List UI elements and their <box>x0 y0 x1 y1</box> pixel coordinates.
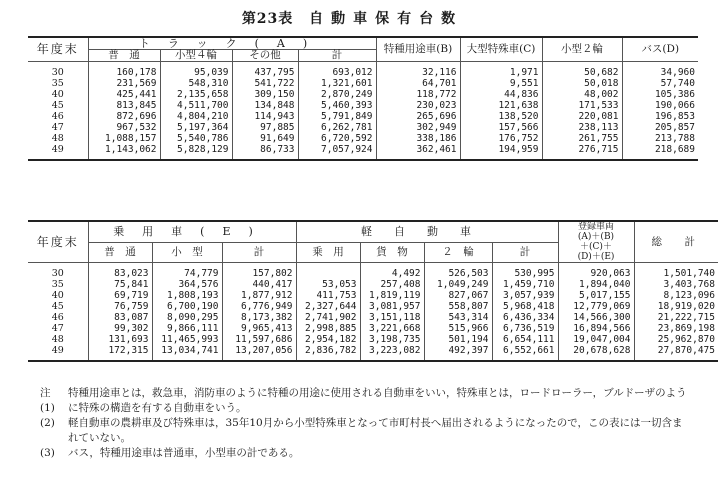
value-cell: 231,569 <box>88 78 160 89</box>
value-cell: 3,403,768 <box>663 279 715 290</box>
value-cell: 3,221,668 <box>360 323 424 334</box>
value-cell: 48,002 <box>542 89 622 100</box>
notes <box>40 386 690 461</box>
year-cell: 30 <box>28 263 88 280</box>
value-cell: 5,197,364 <box>160 122 232 133</box>
registered-header-line4: (D)＋(E) <box>577 252 615 262</box>
table-row <box>28 323 718 334</box>
value-cell: 5,828,129 <box>160 144 232 160</box>
value-cell: 176,752 <box>460 133 542 144</box>
value-cell: 11,465,993 <box>152 334 222 345</box>
value-cell: 114,943 <box>232 111 298 122</box>
value-cell: 5,540,786 <box>160 133 232 144</box>
value-cell: 1,808,193 <box>152 290 222 301</box>
car-total-header: 計 <box>222 242 296 262</box>
value-cell: 91,649 <box>232 133 298 144</box>
truck-other-header: その他 <box>232 50 298 62</box>
value-cell: 157,566 <box>460 122 542 133</box>
value-cell: 526,503 <box>424 263 492 280</box>
value-cell: 19,047,004 <box>558 334 634 345</box>
year-cell: 47 <box>28 323 88 334</box>
value-cell: 2,741,902 <box>296 312 360 323</box>
year-cell: 48 <box>28 334 88 345</box>
value-cell: 411,753 <box>296 290 360 301</box>
year-cell: 47 <box>28 122 88 133</box>
value-cell: 6,654,111 <box>492 334 558 345</box>
value-cell: 548,310 <box>160 78 232 89</box>
value-cell: 1,459,710 <box>492 279 558 290</box>
value-cell: 131,693 <box>88 334 152 345</box>
value-cell: 50,018 <box>542 78 622 89</box>
table-row <box>28 111 698 122</box>
value-cell: 8,173,382 <box>222 312 296 323</box>
value-cell: 205,857 <box>654 122 695 133</box>
value-cell: 265,696 <box>376 111 460 122</box>
table-row <box>28 345 718 361</box>
year-cell: 45 <box>28 301 88 312</box>
year-cell: 45 <box>28 100 88 111</box>
table-row <box>28 133 698 144</box>
value-cell: 4,804,210 <box>160 111 232 122</box>
value-cell: 13,034,741 <box>152 345 222 361</box>
table-row <box>28 144 698 160</box>
value-cell: 501,194 <box>424 334 492 345</box>
value-cell: 6,736,519 <box>492 323 558 334</box>
value-cell: 83,023 <box>88 263 152 280</box>
value-cell: 9,965,413 <box>222 323 296 334</box>
value-cell: 160,178 <box>88 62 160 79</box>
value-cell: 194,959 <box>460 144 542 160</box>
value-cell: 69,719 <box>88 290 152 301</box>
note-2-text: 軽自動車の農耕車及び特殊車は，35年10月から小型特殊車となって市町村長へ届出されるようになったので，この表には一切含まれていない。 <box>68 417 683 444</box>
value-cell: 13,207,056 <box>222 345 296 361</box>
car-regular-header: 普 通 <box>88 242 152 262</box>
value-cell: 1,819,119 <box>360 290 424 301</box>
value-cell: 6,262,781 <box>298 122 376 133</box>
year-header-2: 年度末 <box>28 221 88 263</box>
value-cell: 20,678,628 <box>558 345 634 361</box>
value-cell: 32,116 <box>376 62 460 79</box>
value-cell: 172,315 <box>88 345 152 361</box>
value-cell: 1,894,040 <box>558 279 634 290</box>
value-cell: 213,788 <box>654 133 695 144</box>
value-cell: 872,696 <box>88 111 160 122</box>
value-cell: 558,807 <box>424 301 492 312</box>
kei-cargo-header: 貨 物 <box>360 242 424 262</box>
value-cell: 1,049,249 <box>424 279 492 290</box>
value-cell: 21,222,715 <box>657 312 715 323</box>
table-row <box>28 122 698 133</box>
value-cell: 238,113 <box>542 122 622 133</box>
value-cell: 362,461 <box>376 144 460 160</box>
value-cell: 121,638 <box>460 100 542 111</box>
value-cell: 6,552,661 <box>492 345 558 361</box>
value-cell: 6,436,334 <box>492 312 558 323</box>
note-1-text: 特種用途車とは，救急車，消防車のように特種の用途に使用される自動車をいい，特殊車とは，ロードローラー，ブルドーザのように特殊の構造を有する自動車をいう。 <box>68 387 687 414</box>
note-3 <box>40 446 690 461</box>
table-row <box>28 78 698 89</box>
table1-body <box>28 62 698 161</box>
value-cell: 6,700,190 <box>152 301 222 312</box>
truck-total-header: 計 <box>298 50 376 62</box>
value-cell: 9,551 <box>460 78 542 89</box>
note-1-mark: 注 (1) <box>40 387 55 414</box>
value-cell: 171,533 <box>542 100 622 111</box>
value-cell: 97,885 <box>232 122 298 133</box>
value-cell: 23,869,198 <box>657 323 715 334</box>
value-cell: 57,740 <box>660 78 695 89</box>
value-cell: 134,848 <box>232 100 298 111</box>
table-row <box>28 263 718 280</box>
vehicle-table-1 <box>28 36 698 161</box>
year-cell: 35 <box>28 78 88 89</box>
value-cell: 105,386 <box>654 89 695 100</box>
kei-passenger-header: 乗 用 <box>296 242 360 262</box>
value-cell: 425,441 <box>88 89 160 100</box>
value-cell: 2,870,249 <box>298 89 376 100</box>
value-cell: 338,186 <box>376 133 460 144</box>
registered-header <box>558 221 634 263</box>
value-cell: 34,960 <box>660 67 695 78</box>
value-cell: 1,501,740 <box>663 268 715 279</box>
large-special-header: 大型特殊車(C) <box>460 37 542 62</box>
value-cell: 86,733 <box>232 144 298 160</box>
value-cell: 83,087 <box>88 312 152 323</box>
truck-group-header: トラック(A) <box>88 37 376 50</box>
kei-group-header: 軽自動車 <box>296 221 558 242</box>
value-cell: 25,962,870 <box>657 334 715 345</box>
value-cell: 2,836,782 <box>296 345 360 361</box>
small-2wheel-header: 小型２輪 <box>542 37 622 62</box>
value-cell: 95,039 <box>160 62 232 79</box>
value-cell: 4,511,700 <box>160 100 232 111</box>
value-cell: 543,314 <box>424 312 492 323</box>
value-cell: 309,150 <box>232 89 298 100</box>
value-cell: 827,067 <box>424 290 492 301</box>
table-row <box>28 279 718 290</box>
value-cell: 364,576 <box>152 279 222 290</box>
bus-header: バス(D) <box>622 37 698 62</box>
grand-total-header: 総 計 <box>634 221 718 263</box>
value-cell: 9,866,111 <box>152 323 222 334</box>
value-cell: 3,198,735 <box>360 334 424 345</box>
value-cell: 157,802 <box>222 263 296 280</box>
year-cell: 46 <box>28 111 88 122</box>
value-cell: 118,772 <box>376 89 460 100</box>
value-cell: 1,321,601 <box>298 78 376 89</box>
value-cell: 440,417 <box>222 279 296 290</box>
year-cell: 40 <box>28 290 88 301</box>
value-cell: 1,143,062 <box>88 144 160 160</box>
note-1 <box>40 386 690 416</box>
truck-small4-header: 小型４輪 <box>160 50 232 62</box>
value-cell: 50,682 <box>542 62 622 79</box>
value-cell: 218,689 <box>654 144 695 155</box>
value-cell: 12,779,069 <box>558 301 634 312</box>
value-cell: 261,755 <box>542 133 622 144</box>
value-cell: 541,722 <box>232 78 298 89</box>
kei-total-header: 計 <box>492 242 558 262</box>
value-cell: 99,302 <box>88 323 152 334</box>
value-cell: 3,223,082 <box>360 345 424 361</box>
value-cell: 492,397 <box>424 345 492 361</box>
note-3-mark: (3) <box>40 447 55 459</box>
value-cell: 3,057,939 <box>492 290 558 301</box>
value-cell: 2,998,885 <box>296 323 360 334</box>
registered-header-line3: ＋(C)＋ <box>580 242 612 252</box>
value-cell: 257,408 <box>360 279 424 290</box>
value-cell: 74,779 <box>152 263 222 280</box>
note-2-mark: (2) <box>40 417 55 429</box>
table2-body <box>28 263 718 362</box>
value-cell: 1,088,157 <box>88 133 160 144</box>
table-number: 第23表 <box>241 11 294 27</box>
value-cell: 230,023 <box>376 100 460 111</box>
year-cell: 49 <box>28 144 88 160</box>
value-cell: 44,836 <box>460 89 542 100</box>
table-row <box>28 89 698 100</box>
value-cell: 138,520 <box>460 111 542 122</box>
table2-header-row-1 <box>28 221 718 242</box>
year-cell: 48 <box>28 133 88 144</box>
year-cell: 35 <box>28 279 88 290</box>
value-cell: 967,532 <box>88 122 160 133</box>
value-cell: 7,057,924 <box>298 144 376 160</box>
value-cell: 75,841 <box>88 279 152 290</box>
value-cell: 5,460,393 <box>298 100 376 111</box>
value-cell: 437,795 <box>232 62 298 79</box>
table1-header-row-1 <box>28 37 698 50</box>
special-use-header: 特種用途車(B) <box>376 37 460 62</box>
table-row <box>28 62 698 79</box>
value-cell: 276,715 <box>542 144 622 160</box>
year-cell: 40 <box>28 89 88 100</box>
value-cell: 18,919,020 <box>657 301 715 312</box>
value-cell: 530,995 <box>492 263 558 280</box>
value-cell: 1,971 <box>460 62 542 79</box>
passenger-group-header: 乗用車(E) <box>88 221 296 242</box>
year-header: 年度末 <box>28 37 88 62</box>
page-title <box>0 8 705 28</box>
value-cell: 220,081 <box>542 111 622 122</box>
value-cell: 1,877,912 <box>222 290 296 301</box>
table-row <box>28 290 718 301</box>
value-cell: 27,870,475 <box>657 345 715 356</box>
value-cell: 5,017,155 <box>558 290 634 301</box>
value-cell: 2,135,658 <box>160 89 232 100</box>
value-cell: 190,066 <box>654 100 695 111</box>
kei-2wheel-header: ２ 輪 <box>424 242 492 262</box>
table-row <box>28 301 718 312</box>
value-cell: 5,791,849 <box>298 111 376 122</box>
value-cell: 53,053 <box>296 279 360 290</box>
table-title: 自動車保有台数 <box>309 11 464 27</box>
truck-regular-header: 普 通 <box>88 50 160 62</box>
value-cell: 813,845 <box>88 100 160 111</box>
table-row <box>28 100 698 111</box>
value-cell: 76,759 <box>88 301 152 312</box>
value-cell: 302,949 <box>376 122 460 133</box>
registered-header-line1: 登録車両 <box>577 222 614 232</box>
value-cell: 6,720,592 <box>298 133 376 144</box>
value-cell: 5,968,418 <box>492 301 558 312</box>
value-cell: 3,081,957 <box>360 301 424 312</box>
value-cell: 920,063 <box>558 263 634 280</box>
value-cell: 8,090,295 <box>152 312 222 323</box>
value-cell: 4,492 <box>360 263 424 280</box>
value-cell <box>296 263 360 280</box>
value-cell: 196,853 <box>654 111 695 122</box>
car-small-header: 小 型 <box>152 242 222 262</box>
year-cell: 30 <box>28 62 88 79</box>
value-cell: 2,954,182 <box>296 334 360 345</box>
year-cell: 49 <box>28 345 88 361</box>
table-row <box>28 334 718 345</box>
registered-header-line2: (A)＋(B) <box>577 232 615 242</box>
value-cell: 515,966 <box>424 323 492 334</box>
note-2 <box>40 416 690 446</box>
note-3-text: バス，特種用途車は普通車，小型車の計である。 <box>68 447 300 459</box>
value-cell: 16,894,566 <box>558 323 634 334</box>
value-cell: 2,327,644 <box>296 301 360 312</box>
value-cell: 14,566,300 <box>558 312 634 323</box>
value-cell: 3,151,118 <box>360 312 424 323</box>
table-row <box>28 312 718 323</box>
value-cell: 693,012 <box>298 62 376 79</box>
value-cell: 6,776,949 <box>222 301 296 312</box>
value-cell: 8,123,096 <box>663 290 715 301</box>
value-cell: 64,701 <box>376 78 460 89</box>
vehicle-table-2 <box>28 220 718 362</box>
year-cell: 46 <box>28 312 88 323</box>
value-cell: 11,597,686 <box>222 334 296 345</box>
